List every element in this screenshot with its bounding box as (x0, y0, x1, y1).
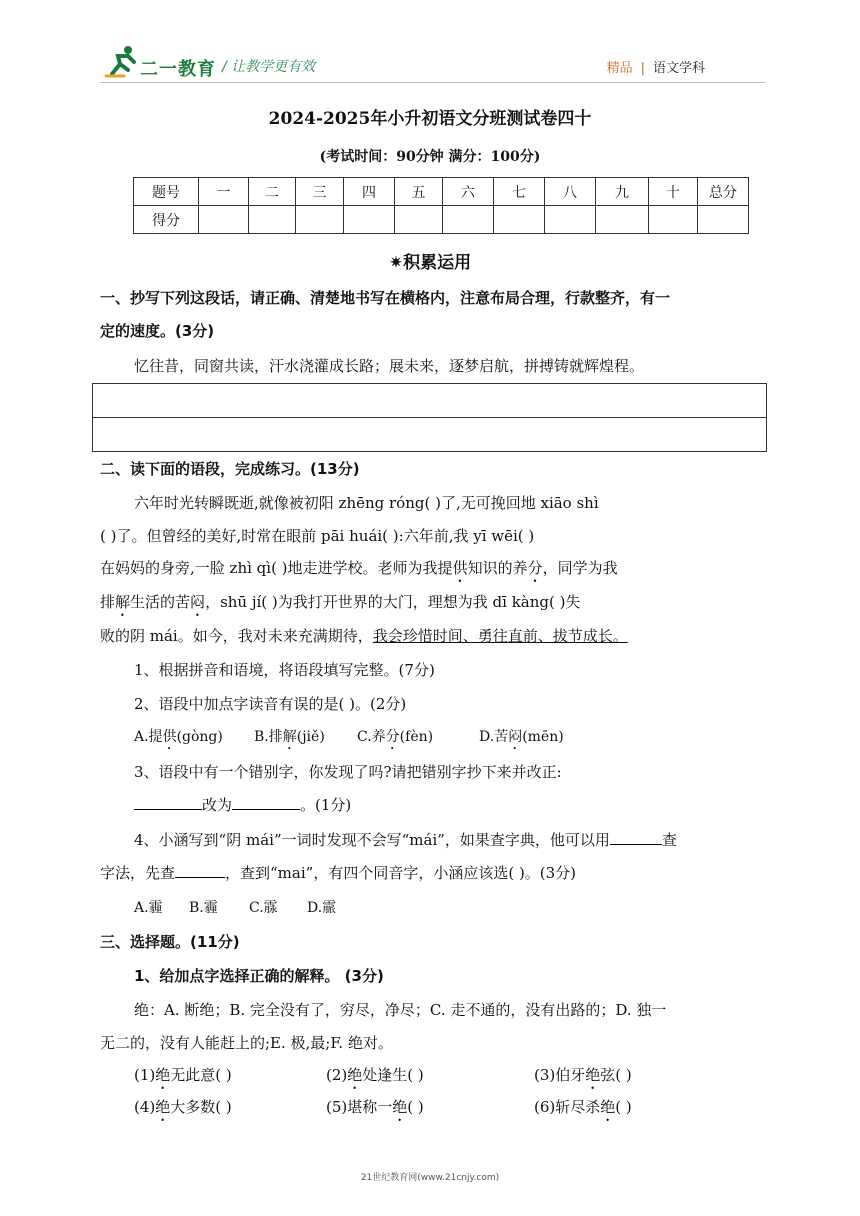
score-table-score-row (134, 206, 749, 234)
score-cell[interactable] (698, 206, 749, 234)
exam-info: (考试时间：90分钟 满分：100分) (319, 149, 541, 165)
q2-sub4-line2 (100, 857, 770, 890)
option-d[interactable]: D.霢 (307, 900, 337, 916)
score-cell[interactable] (443, 206, 494, 234)
score-cell[interactable] (596, 206, 649, 234)
q2-sub1: 1、根据拼音和语境，将语段填写完整。(7分) (134, 661, 435, 679)
cell: 八 (545, 178, 596, 206)
header-divider (100, 82, 765, 83)
header-tags (607, 57, 705, 76)
cell: 九 (596, 178, 649, 206)
q3-definitions-line1: 绝：A. 断绝；B. 完全没有了，穷尽，净尽；C. 走不通的，没有出路的；D. 独一 (134, 1001, 667, 1019)
cell: 五 (395, 178, 443, 206)
option-c[interactable]: C.养分(fèn) (357, 729, 434, 745)
cell: 七 (494, 178, 545, 206)
q1-title-line1: 一、抄写下列这段话，请正确、清楚地书写在横格内，注意布局合理，行款整齐，有一 (100, 289, 671, 307)
item-5[interactable]: (5)堪称一绝( ) (326, 1098, 424, 1116)
dotted-char: 分 (527, 559, 543, 577)
q2-paragraph-line (100, 552, 770, 585)
page-title: 2024-2025年小升初语文分班测试卷四十 (268, 109, 592, 129)
score-cell[interactable] (344, 206, 395, 234)
footer: 21世纪教育网(www.21cnjy.com) (360, 1173, 500, 1183)
cell: 总分 (698, 178, 749, 206)
tag-subject: 语文学科 (652, 61, 705, 76)
q2-paragraph-line (100, 620, 770, 653)
item-6[interactable]: (6)斩尽杀绝( ) (534, 1098, 632, 1116)
text: 在妈妈的身旁,一脸 zhì qì( )地走进学校。老师为我提 (100, 559, 453, 577)
text: ，查到“mai”，有四个同音字，小涵应该选( )。(3分) (225, 864, 577, 882)
item-2[interactable]: (2)绝处逢生( ) (326, 1066, 424, 1084)
score-cell[interactable] (494, 206, 545, 234)
q3-items-row2 (134, 1091, 804, 1124)
dotted-char: 闷 (190, 593, 206, 611)
wrong-char-blank[interactable] (134, 793, 202, 810)
option-b[interactable]: B.排解(jiě) (254, 729, 325, 745)
q3-sub1: 1、给加点字选择正确的解释。 (3分) (134, 967, 384, 985)
option-a[interactable]: A.提供(gòng) (134, 729, 223, 745)
text: 字法，先查 (100, 864, 176, 882)
cell: 六 (443, 178, 494, 206)
option-b[interactable]: B.霾 (189, 900, 218, 916)
q2-sub3: 3、语段中有一个错别字，你发现了吗?请把错别字抄下来并改正: (134, 763, 562, 781)
text: 知识的养 (467, 559, 528, 577)
score-cell[interactable] (296, 206, 344, 234)
q2-paragraph-line (100, 586, 770, 619)
text: 。(1分) (300, 796, 352, 814)
score-cell[interactable] (199, 206, 249, 234)
text: ，shū jí( )为我打开世界的大门，理想为我 dī kàng( )失 (205, 593, 581, 611)
q2-paragraph-line: ( )了。但曾经的美好,时常在眼前 pāi huái( ):六年前,我 yī wēi( ) (100, 527, 535, 545)
tag-premium: 精品 (606, 61, 633, 76)
option-a[interactable]: A.霾 (134, 900, 163, 916)
score-cell[interactable] (395, 206, 443, 234)
score-cell[interactable] (649, 206, 698, 234)
option-d[interactable]: D.苦闷(mēn) (479, 729, 564, 745)
grid-divider (93, 417, 766, 418)
text: ，同学为我 (542, 559, 618, 577)
item-1[interactable]: (1)绝无此意( ) (134, 1066, 232, 1084)
score-table (133, 177, 749, 234)
cell: 一 (199, 178, 249, 206)
q2-sub2-options (134, 721, 804, 754)
q2-sub2: 2、语段中加点字读音有误的是( )。(2分) (134, 695, 407, 713)
text: 4、小涵写到“阴 mái”一词时发现不会写“mái”，如果查字典，他可以用 (134, 831, 610, 849)
text: 败的阴 mái。如今，我对未来充满期待， (100, 627, 373, 645)
q2-sub4-options (134, 892, 804, 925)
lookup-blank[interactable] (175, 861, 225, 878)
q3-items-row1 (134, 1059, 804, 1092)
text: 排 (100, 593, 116, 611)
cell: 十 (649, 178, 698, 206)
q2-title: 二、读下面的语段，完成练习。(13分) (100, 460, 360, 478)
section-title: ✷积累运用 (388, 253, 472, 273)
text: 生活的苦 (130, 593, 191, 611)
q1-title-line2: 定的速度。(3分) (100, 322, 215, 340)
writing-grid[interactable] (92, 383, 767, 452)
q2-sub4-line1 (134, 824, 804, 857)
dotted-char: 供 (452, 559, 468, 577)
cell: 三 (296, 178, 344, 206)
slogan: / 让教学更有效 (222, 59, 316, 75)
score-cell[interactable] (545, 206, 596, 234)
option-c[interactable]: C.霡 (249, 900, 278, 916)
cell: 得分 (134, 206, 199, 234)
item-3[interactable]: (3)伯牙绝弦( ) (534, 1066, 632, 1084)
runner-logo-icon (104, 44, 140, 78)
cell: 题号 (134, 178, 199, 206)
score-cell[interactable] (249, 206, 296, 234)
q1-copy-text: 忆往昔，同窗共读，汗水浇灌成长路；展未来，逐梦启航，拼搏铸就辉煌程。 (134, 357, 645, 375)
cell: 四 (344, 178, 395, 206)
q2-sub3-answer (134, 789, 804, 822)
cell: 二 (249, 178, 296, 206)
text: 改为 (202, 796, 233, 814)
logo-text: 二一教育 (140, 59, 216, 80)
text: 查 (661, 831, 677, 849)
underlined-sentence: 我会珍惜时间、勇往直前、拔节成长。 (372, 627, 628, 645)
correct-char-blank[interactable] (232, 793, 300, 810)
method-blank[interactable] (610, 828, 662, 845)
tag-separator: | (640, 61, 645, 76)
item-4[interactable]: (4)绝大多数( ) (134, 1098, 232, 1116)
score-table-header-row (134, 178, 749, 206)
q2-paragraph-line: 六年时光转瞬既逝,就像被初阳 zhēng róng( )了,无可挽回地 xiāo shì (134, 494, 599, 512)
dotted-char: 解 (115, 593, 131, 611)
q3-definitions-line2: 无二的，没有人能赶上的;E. 极,最;F. 绝对。 (100, 1034, 393, 1052)
q3-title: 三、选择题。(11分) (100, 933, 240, 951)
